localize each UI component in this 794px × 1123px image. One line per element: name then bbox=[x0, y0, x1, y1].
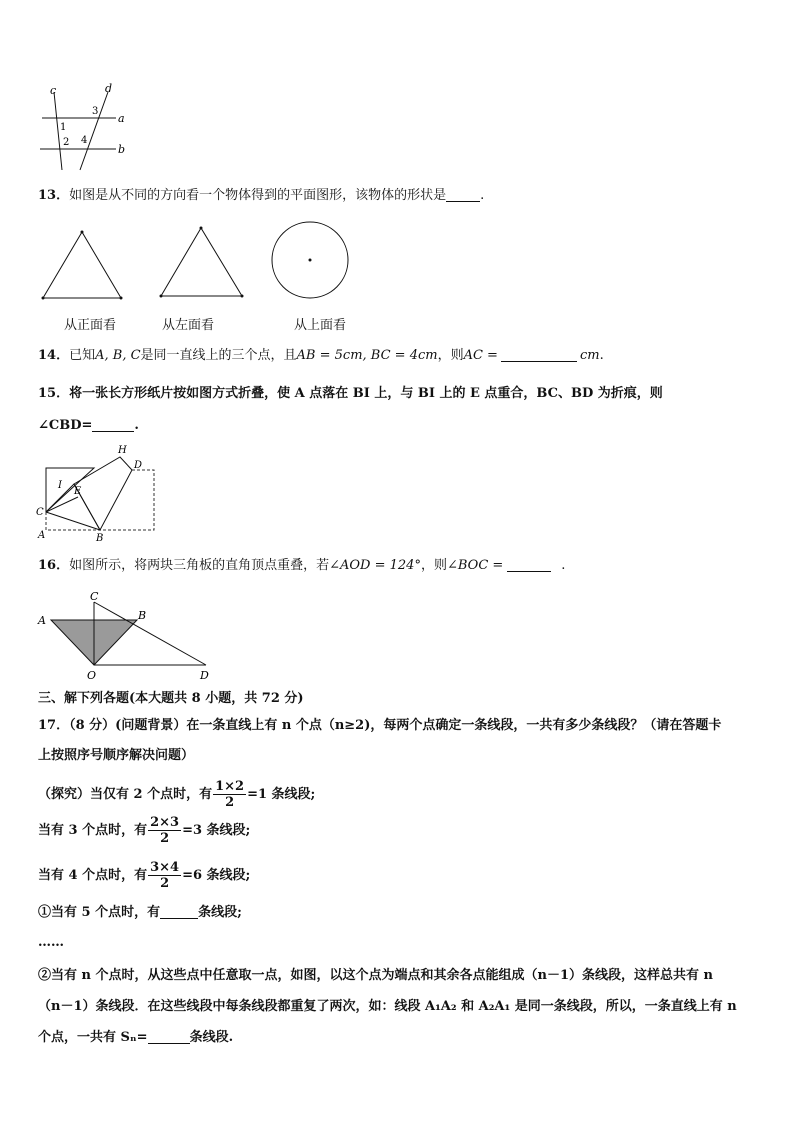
question-17-line2 bbox=[38, 746, 194, 766]
explore-text: （探究）当仅有 2 个点时，有 bbox=[38, 787, 213, 802]
view-label-top: 从上面看 bbox=[294, 318, 347, 333]
folding-figure bbox=[34, 442, 164, 542]
explore-text: 当有 4 个点时，有 bbox=[38, 868, 148, 883]
question-text-2: 是同一直线上的三个点，且 bbox=[140, 348, 297, 363]
question-15-line2 bbox=[38, 416, 139, 436]
fraction-denominator: 2 bbox=[160, 876, 170, 891]
fraction bbox=[213, 779, 246, 810]
label-angle-1: 1 bbox=[60, 122, 67, 133]
question-number: 14． bbox=[38, 348, 70, 363]
question-number: 16． bbox=[38, 558, 70, 573]
question-text: 如图所示，将两块三角板的直角顶点重叠，若 bbox=[69, 558, 330, 573]
fraction-denominator: 2 bbox=[160, 831, 170, 846]
label-D: D bbox=[134, 460, 143, 471]
question-14 bbox=[38, 346, 604, 366]
answer-blank[interactable] bbox=[507, 557, 551, 572]
label-O: O bbox=[87, 669, 97, 682]
question-end: . bbox=[480, 188, 485, 203]
left-view-triangle bbox=[161, 228, 242, 296]
explore-text: 当有 3 个点时，有 bbox=[38, 823, 148, 838]
answer-blank[interactable] bbox=[446, 187, 480, 202]
fraction-numerator: 3×4 bbox=[150, 860, 180, 875]
question-text: 如图是从不同的方向看一个物体得到的平面图形，该物体的形状是 bbox=[69, 188, 447, 203]
explore-4-points bbox=[38, 858, 250, 894]
label-a: a bbox=[118, 112, 125, 125]
label-angle-2: 2 bbox=[63, 137, 70, 148]
label-b: b bbox=[118, 143, 126, 156]
part-text-end: 条线段; bbox=[198, 905, 242, 920]
fraction-denominator: 2 bbox=[225, 795, 235, 810]
rectangle-outline-dashed bbox=[46, 470, 154, 530]
top-view-center bbox=[309, 259, 312, 262]
label-C: C bbox=[36, 507, 44, 518]
question-number: 17． bbox=[38, 718, 70, 733]
three-views-figure bbox=[30, 220, 370, 310]
explore-result: =3 条线段; bbox=[182, 823, 251, 838]
label-A: A bbox=[38, 530, 46, 541]
question-end: . bbox=[561, 558, 566, 573]
answer-blank[interactable] bbox=[92, 417, 134, 432]
view-label-front: 从正面看 bbox=[64, 318, 117, 333]
fraction-numerator: 2×3 bbox=[150, 815, 180, 830]
label-c: c bbox=[50, 84, 57, 97]
label-B: B bbox=[96, 533, 104, 542]
label-D: D bbox=[200, 669, 209, 682]
question-intro-2: 上按照序号顺序解决问题） bbox=[38, 748, 195, 763]
explore-3-points bbox=[38, 813, 250, 849]
question-end: . bbox=[599, 348, 604, 363]
fraction-numerator: 1×2 bbox=[215, 779, 245, 794]
question-16 bbox=[38, 556, 565, 576]
part-2-line1: ②当有 n 个点时，从这些点中任意取一点，如图，以这个点为端点和其余各点能组成（n－1）条线段，这样总共有 n bbox=[38, 968, 713, 983]
label-A: A bbox=[38, 614, 46, 627]
part-text: 个点，一共有 Sₙ= bbox=[38, 1030, 148, 1045]
label-I: I bbox=[58, 480, 62, 491]
question-end: . bbox=[134, 418, 139, 433]
part-text-end: 条线段. bbox=[189, 1030, 234, 1045]
label-B: B bbox=[138, 609, 147, 622]
front-view-triangle bbox=[43, 232, 121, 298]
part-text: ①当有 5 个点时，有 bbox=[38, 905, 161, 920]
math-unit: cm bbox=[579, 348, 600, 363]
question-intro: （8 分）(问题背景）在一条直线上有 n 个点（n≥2)，每两个点确定一条线段，一共有多少条线段？（请在答题卡 bbox=[69, 718, 722, 733]
math-condition: AB = 5cm, BC = 4cm bbox=[296, 348, 438, 363]
part-2-line3 bbox=[38, 1028, 233, 1048]
explore-result: =6 条线段; bbox=[182, 868, 251, 883]
question-text-2: ，则 bbox=[420, 558, 447, 573]
section-heading: 三、解下列各题(本大题共 8 小题，共 72 分) bbox=[38, 691, 304, 706]
answer-blank[interactable] bbox=[501, 347, 577, 362]
fraction bbox=[148, 815, 181, 846]
line-d bbox=[80, 92, 108, 170]
triangle-rulers-figure bbox=[34, 588, 224, 682]
part-1 bbox=[38, 903, 242, 923]
answer-blank[interactable] bbox=[148, 1029, 190, 1044]
label-C: C bbox=[90, 590, 99, 603]
math-points: A, B, C bbox=[95, 348, 141, 363]
ellipsis: …… bbox=[38, 935, 64, 950]
label-angle-3: 3 bbox=[92, 106, 99, 117]
question-text: 已知 bbox=[69, 348, 96, 363]
question-13 bbox=[38, 186, 484, 206]
question-number: 13． bbox=[38, 188, 70, 203]
question-17 bbox=[38, 716, 721, 736]
explore-result: =1 条线段; bbox=[247, 787, 316, 802]
question-text-3: ，则 bbox=[437, 348, 464, 363]
part-2-line2: （n－1）条线段．在这些线段中每条线段都重复了两次，如：线段 A₁A₂ 和 A₂A₁ 是同一条线段，所以，一条直线上有 n bbox=[38, 999, 737, 1014]
label-E: E bbox=[74, 486, 82, 497]
parallel-lines-figure bbox=[36, 82, 136, 172]
label-H: H bbox=[118, 445, 127, 456]
fraction bbox=[148, 860, 181, 891]
question-number: 15． bbox=[38, 386, 70, 401]
question-text: 将一张长方形纸片按如图方式折叠，使 A 点落在 BI 上，与 BI 上的 E 点重合，BC、BD 为折痕，则 bbox=[69, 386, 663, 401]
explore-2-points bbox=[38, 777, 315, 813]
label-d: d bbox=[105, 82, 113, 95]
label-angle-4: 4 bbox=[81, 135, 88, 146]
view-label-left: 从左面看 bbox=[162, 318, 215, 333]
question-text: ∠CBD= bbox=[38, 418, 93, 433]
question-15 bbox=[38, 384, 663, 404]
math-ask: AC = bbox=[463, 348, 498, 363]
answer-blank[interactable] bbox=[160, 904, 198, 919]
math-condition: ∠AOD = 124° bbox=[329, 558, 421, 573]
math-ask: ∠BOC = bbox=[446, 558, 504, 573]
